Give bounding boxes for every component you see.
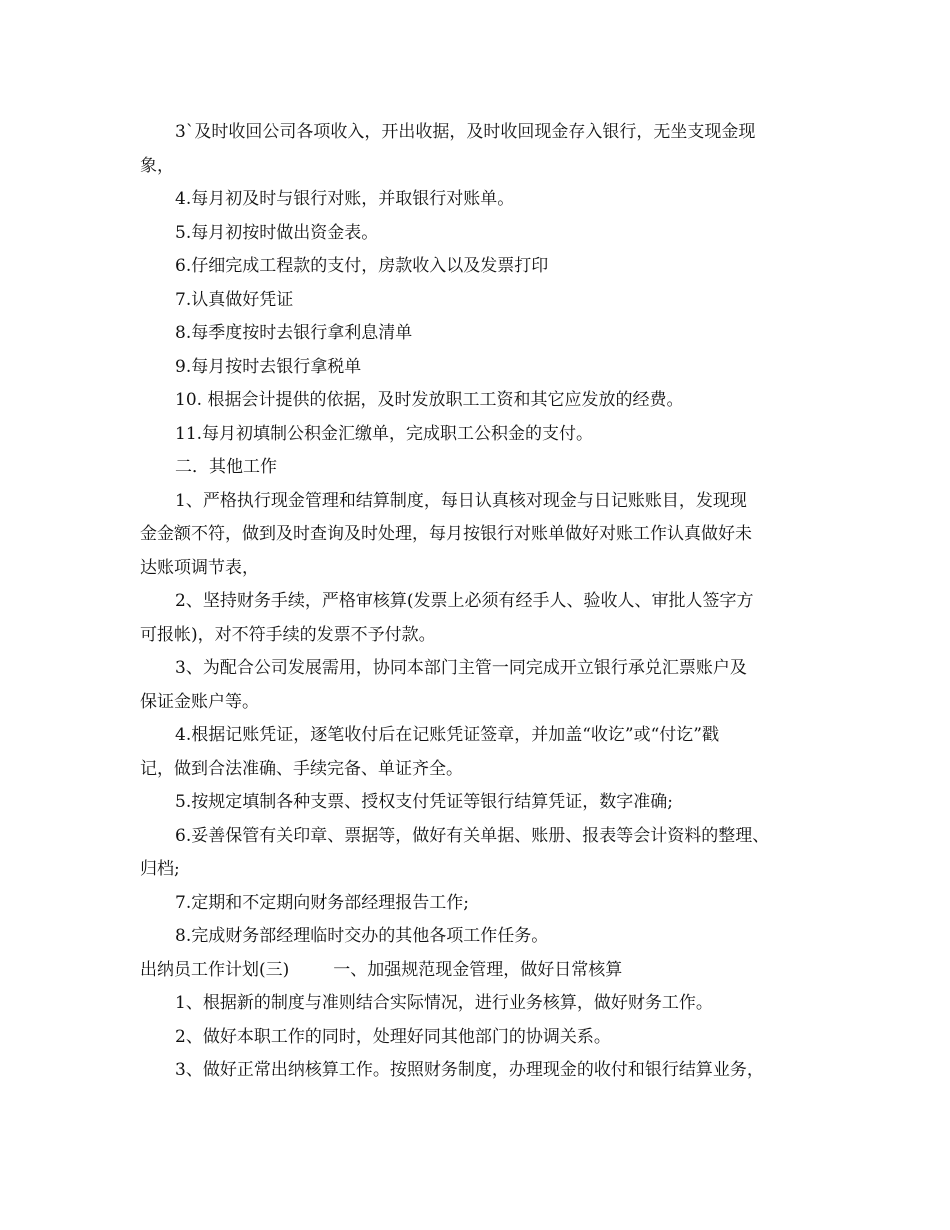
text-line: 7.定期和不定期向财务部经理报告工作; (175, 892, 469, 913)
text-line: 保证金账户等。 (140, 691, 259, 712)
text-line: 8.每季度按时去银行拿利息清单 (175, 323, 413, 343)
text-line: 2、坚持财务手续，严格审核算(发票上必须有经手人、验收人、审批人签字方 (175, 591, 754, 611)
section-subtitle: 一、加强规范现金管理，做好日常核算 (333, 959, 623, 980)
text-line: 10. 根据会计提供的依据，及时发放职工工资和其它应发放的经费。 (175, 390, 684, 410)
text-line: 11.每月初填制公积金汇缴单，完成职工公积金的支付。 (175, 423, 594, 444)
document-body (140, 116, 820, 1088)
text-line: 1、严格执行现金管理和结算制度，每日认真核对现金与日记账账目，发现现 (175, 490, 747, 511)
text-line: 记，做到合法准确、手续完备、单证齐全。 (140, 758, 463, 779)
text-line: 8.完成财务部经理临时交办的其他各项工作任务。 (175, 926, 549, 946)
text-line: 6.妥善保管有关印章、票据等，做好有关单据、账册、报表等会计资料的整理、 (175, 825, 770, 846)
section-title: 出纳员工作计划(三) (140, 959, 290, 980)
text-line: 3`及时收回公司各项收入，开出收据，及时收回现金存入银行，无坐支现金现 (175, 122, 756, 142)
text-line: 5.每月初按时做出资金表。 (175, 222, 379, 243)
text-line: 金金额不符，做到及时查询及时处理，每月按银行对账单做好对账工作认真做好未 (140, 524, 752, 544)
text-line: 7.认真做好凭证 (175, 289, 294, 310)
text-line: 5.按规定填制各种支票、授权支付凭证等银行结算凭证，数字准确; (175, 792, 673, 812)
text-line: 二．其他工作 (175, 457, 277, 477)
text-line: 3、做好正常出纳核算工作。按照财务制度，办理现金的收付和银行结算业务， (175, 1060, 764, 1080)
text-line: 9.每月按时去银行拿税单 (175, 356, 362, 377)
text-line: 4.根据记账凭证，逐笔收付后在记账凭证签章，并加盖“收讫”或“付讫”戳 (175, 725, 719, 745)
text-line: 2、做好本职工作的同时，处理好同其他部门的协调关系。 (175, 1026, 611, 1047)
text-line: 1、根据新的制度与准则结合实际情况，进行业务核算，做好财务工作。 (175, 993, 713, 1013)
text-line: 3、为配合公司发展需用，协同本部门主管一同完成开立银行承兑汇票账户及 (175, 658, 747, 678)
paragraph-lines (140, 116, 820, 954)
tail-lines (140, 987, 820, 1088)
text-line: 可报帐)，对不符手续的发票不予付款。 (140, 624, 436, 645)
text-line: 达账项调节表， (140, 557, 259, 578)
section-heading (140, 954, 820, 988)
text-line: 6.仔细完成工程款的支付，房款收入以及发票打印 (175, 256, 549, 276)
text-line: 4.每月初及时与银行对账，并取银行对账单。 (175, 189, 515, 209)
text-line: 归档; (140, 859, 180, 879)
text-line: 象， (140, 155, 174, 176)
